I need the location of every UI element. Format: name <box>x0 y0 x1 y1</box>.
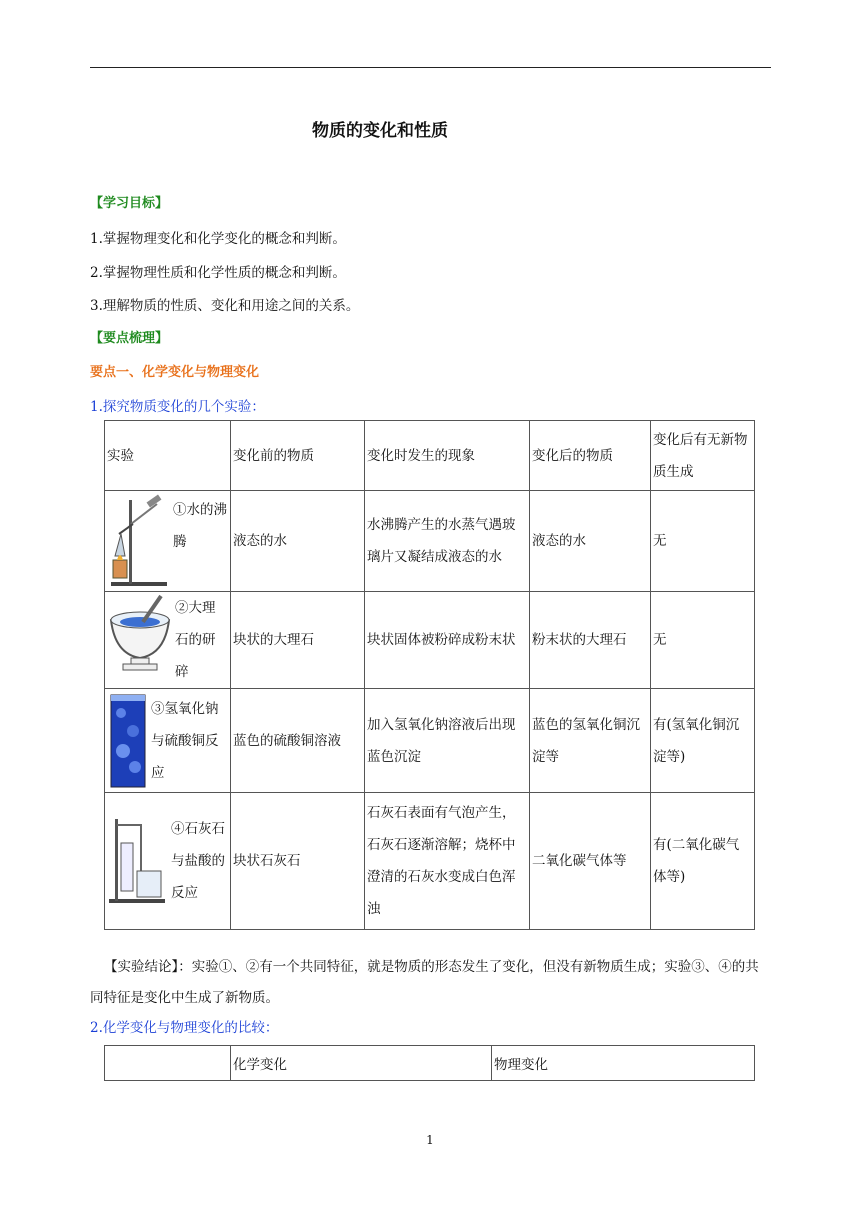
after-cell: 液态的水 <box>530 491 651 592</box>
points-heading: 【要点梳理】 <box>90 331 169 346</box>
page-number: 1 <box>426 1133 434 1147</box>
mortar-pestle-image <box>107 592 173 678</box>
experiment-label: ④石灰石与盐酸的反应 <box>171 821 225 901</box>
phenomenon-cell: 水沸腾产生的水蒸气遇玻璃片又凝结成液态的水 <box>365 491 530 592</box>
table-header-cell <box>105 1046 231 1081</box>
table-header-cell: 变化后有无新物质生成 <box>651 421 755 491</box>
experiment-cell <box>105 793 231 930</box>
table-header-row <box>105 421 755 491</box>
experiment-cell <box>105 491 231 592</box>
experiment-table <box>104 420 755 930</box>
goal-item: 2.掌握物理性质和化学性质的概念和判断。 <box>90 265 346 281</box>
table-header-cell: 变化后的物质 <box>530 421 651 491</box>
goals-heading: 【学习目标】 <box>90 196 169 211</box>
after-cell: 二氧化碳气体等 <box>530 793 651 930</box>
table-header-cell: 变化时发生的现象 <box>365 421 530 491</box>
before-cell: 块状石灰石 <box>231 793 365 930</box>
before-cell: 蓝色的硫酸铜溶液 <box>231 689 365 793</box>
phenomenon-cell: 石灰石表面有气泡产生，石灰石逐渐溶解；烧杯中澄清的石灰水变成白色浑浊 <box>365 793 530 930</box>
header-rule <box>90 67 771 68</box>
table-header-cell: 实验 <box>105 421 231 491</box>
page-title: 物质的变化和性质 <box>312 121 448 141</box>
table-header-cell: 变化前的物质 <box>231 421 365 491</box>
after-cell: 粉末状的大理石 <box>530 592 651 689</box>
goal-item: 3.理解物质的性质、变化和用途之间的关系。 <box>90 298 360 314</box>
table-row <box>105 491 755 592</box>
experiment-cell <box>105 689 231 793</box>
new-substance-cell: 无 <box>651 491 755 592</box>
comparison-table <box>104 1045 755 1081</box>
goal-item: 1.掌握物理变化和化学变化的概念和判断。 <box>90 231 346 247</box>
table-row <box>105 689 755 793</box>
experiment-conclusion: 【实验结论】：实验①、②有一个共同特征，就是物质的形态发生了变化，但没有新物质生成；实验③、④的共同特征是变化中生成了新物质。 <box>90 959 759 1006</box>
experiment-label: ①水的沸腾 <box>173 502 227 550</box>
experiment-cell <box>105 592 231 689</box>
boiling-apparatus-image <box>107 494 171 588</box>
new-substance-cell: 无 <box>651 592 755 689</box>
table-header-row <box>105 1046 755 1081</box>
new-substance-cell: 有(氢氧化铜沉淀等) <box>651 689 755 793</box>
before-cell: 液态的水 <box>231 491 365 592</box>
table-header-cell: 化学变化 <box>231 1046 492 1081</box>
after-cell: 蓝色的氢氧化铜沉淀等 <box>530 689 651 793</box>
before-cell: 块状的大理石 <box>231 592 365 689</box>
phenomenon-cell: 加入氢氧化钠溶液后出现蓝色沉淀 <box>365 689 530 793</box>
new-substance-cell: 有(二氧化碳气体等) <box>651 793 755 930</box>
table-row <box>105 793 755 930</box>
table-row <box>105 592 755 689</box>
sub-heading-2: 2.化学变化与物理变化的比较： <box>90 1020 279 1036</box>
blue-precipitate-image <box>107 693 149 789</box>
experiment-label: ②大理石的研碎 <box>175 600 216 680</box>
table-header-cell: 物理变化 <box>492 1046 755 1081</box>
limestone-acid-apparatus-image <box>107 813 169 907</box>
phenomenon-cell: 块状固体被粉碎成粉末状 <box>365 592 530 689</box>
sub-heading-1: 1.探究物质变化的几个实验： <box>90 399 265 415</box>
experiment-label: ③氢氧化钠与硫酸铜反应 <box>151 700 219 781</box>
point1-heading: 要点一、化学变化与物理变化 <box>90 365 260 380</box>
